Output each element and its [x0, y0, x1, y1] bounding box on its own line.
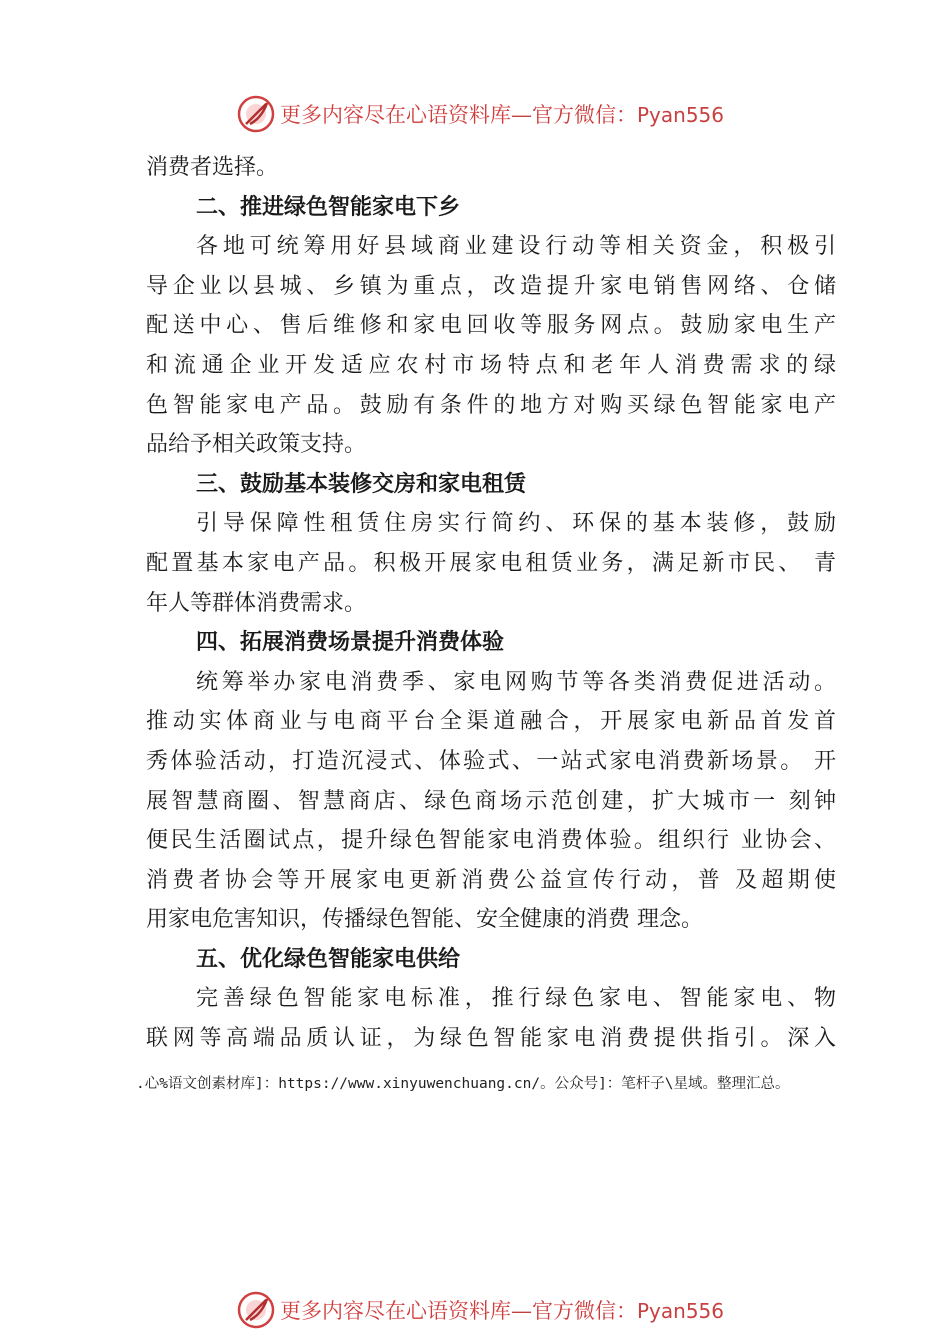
paragraph-line: 配置基本家电产品。积极开展家电租赁业务，满足新市民、 青: [146, 550, 836, 576]
watermark-footer: [236, 1290, 724, 1330]
quill-logo-icon: [236, 94, 276, 134]
paragraph-line: 和流通企业开发适应农村市场特点和老年人消费需求的绿: [146, 352, 836, 378]
watermark-text: 更多内容尽在心语资料库—官方微信：Pyan556: [280, 1299, 725, 1323]
paragraph-line: 统筹举办家电消费季、家电网购节等各类消费促进活动。: [196, 669, 836, 695]
paragraph-line: 各地可统筹用好县域商业建设行动等相关资金，积极引: [196, 234, 836, 260]
paragraph-line: 完善绿色智能家电标准，推行绿色家电、智能家电、物: [196, 986, 836, 1012]
paragraph-line: 消费者选择。: [146, 155, 279, 180]
paragraph-line: 品给予相关政策支持。: [146, 432, 367, 458]
paragraph-line: 导企业以县城、乡镇为重点，改造提升家电销售网络、仓储: [146, 273, 836, 299]
paragraph-line: 展智慧商圈、智慧商店、绿色商场示范创建，扩大城市一 刻钟: [146, 788, 836, 814]
quill-logo-icon: [236, 1290, 276, 1330]
paragraph-line: 配送中心、售后维修和家电回收等服务网点。鼓励家电生产: [146, 313, 836, 339]
watermark-text: 更多内容尽在心语资料库—官方微信：Pyan556: [280, 103, 725, 127]
source-footnote: .心%语文创素材库]：https://www.xinyuwenchuang.cn/。公众号]：笔杆子\星域。整理汇总。: [136, 1076, 790, 1092]
watermark-header: [236, 94, 724, 134]
paragraph-line: 引导保障性租赁住房实行简约、环保的基本装修，鼓励: [196, 511, 836, 537]
section-heading: 二、推进绿色智能家电下乡: [196, 194, 461, 220]
paragraph-line: 秀体验活动，打造沉浸式、体验式、一站式家电消费新场景。 开: [146, 748, 836, 774]
section-heading: 三、鼓励基本装修交房和家电租赁: [196, 471, 527, 497]
paragraph-line: 色智能家电产品。鼓励有条件的地方对购买绿色智能家电产: [146, 392, 836, 418]
paragraph-line: 用家电危害知识，传播绿色智能、安全健康的消费 理念。: [146, 907, 703, 933]
section-heading: 五、优化绿色智能家电供给: [196, 946, 461, 972]
document-body: [146, 148, 836, 1059]
paragraph-line: 便民生活圈试点，提升绿色智能家电消费体验。组织行 业协会、: [146, 828, 836, 854]
paragraph-line: 推动实体商业与电商平台全渠道融合，开展家电新品首发首: [146, 709, 836, 735]
paragraph-line: 年人等群体消费需求。: [146, 590, 367, 616]
paragraph-line: 消费者协会等开展家电更新消费公益宣传行动，普 及超期使: [146, 867, 836, 893]
paragraph-line: 联网等高端品质认证，为绿色智能家电消费提供指引。深入: [146, 1026, 836, 1052]
section-heading: 四、拓展消费场景提升消费体验: [196, 630, 505, 656]
